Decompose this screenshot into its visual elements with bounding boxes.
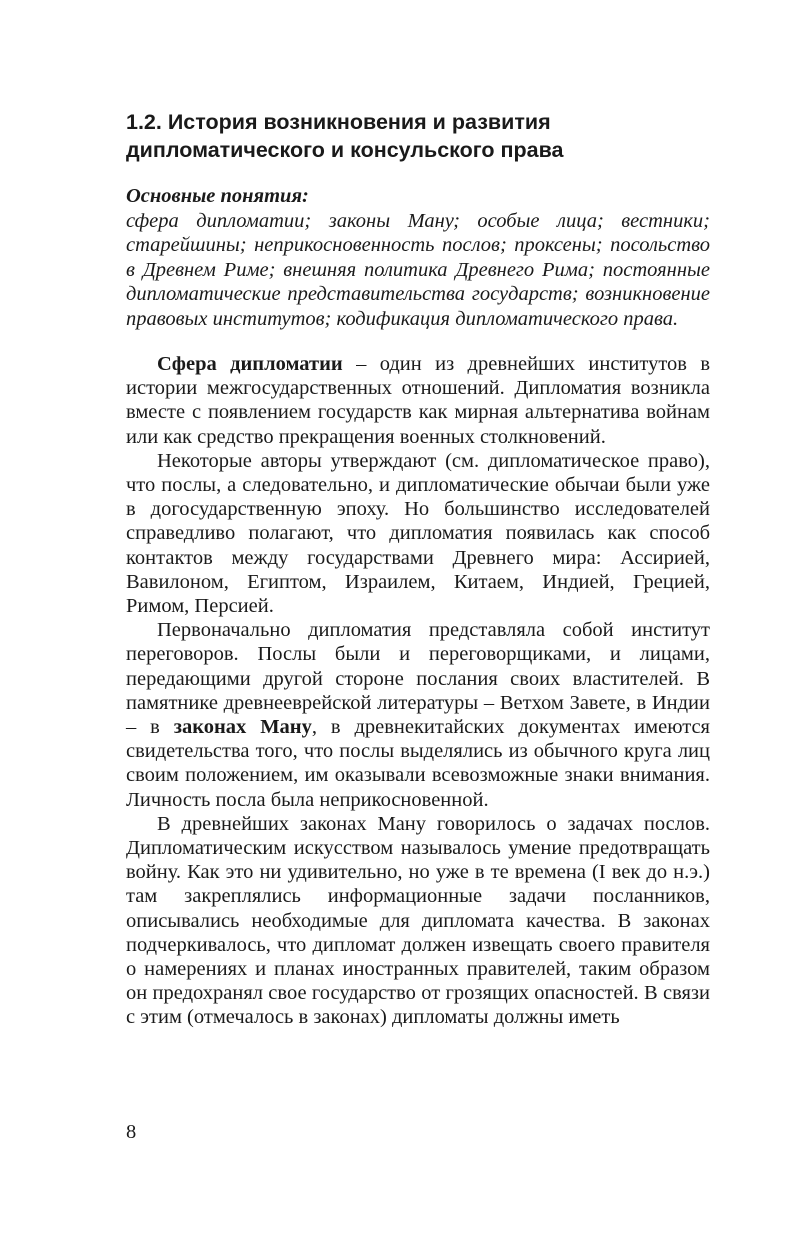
paragraph-3-text-after: , в древнекитайских документах имеются свидетельства того, что послы выделялись из обычного круга лиц своим положением, им оказывали всевозможные знаки внимания. Личность посла была неприкосновенной.: [126, 716, 710, 811]
section-heading-line-1: 1.2. История возникновения и развития: [126, 110, 551, 134]
term-diplomacy-sphere: Сфера дипломатии: [157, 353, 343, 375]
key-concepts-block: [126, 184, 710, 331]
key-concepts-list: сфера дипломатии; законы Ману; особые лица; вестники; старейшины; неприкосновенность послов; проксены; посольство в Древнем Риме; внешняя политика Древнего Рима; постоянные дипломатические представительства государств; возникновение правовых институтов; кодификация дипломатического права.: [126, 209, 710, 330]
key-concepts-title: Основные понятия:: [126, 185, 309, 207]
paragraph-1-text: – один из древнейших институтов в истории межгосударственных отношений. Дипломатия возникла вместе с появлением государств как мирная альтернатива войнам или как средство прекращения военных столкновений.: [126, 353, 710, 448]
section-heading: [126, 108, 710, 164]
paragraph-2: Некоторые авторы утверждают (см. дипломатическое право), что послы, а следовательно, и дипломатические обычаи были уже в догосударственную эпоху. Но большинство исследователей справедливо полагают, что дипломатия появилась как способ контактов между государствами Древнего мира: Ассирией, Вавилоном, Египтом, Израилем, Китаем, Индией, Грецией, Римом, Персией.: [126, 449, 710, 618]
term-laws-of-manu: законах Ману: [173, 716, 312, 739]
paragraph-3-text-before: Первоначально дипломатия представляла собой институт переговоров. Послы были и переговорщиками, и лицами, передающими другой стороне послания своих властителей. В памятнике древнееврейской литературы – Ветхом Завете, в Индии – в: [126, 619, 710, 739]
section-heading-line-2: дипломатического и консульского права: [126, 138, 564, 162]
paragraph-1: [126, 352, 710, 449]
body-text: [126, 352, 710, 1030]
paragraph-4: В древнейших законах Ману говорилось о задачах послов. Дипломатическим искусством называлось умение предотвращать войну. Как это ни удивительно, но уже в те времена (I век до н.э.) там закреплялись информационные задачи посланников, описывались необходимые для дипломата качества. В законах подчеркивалось, что дипломат должен извещать своего правителя о намерениях и планах иностранных правителей, таким образом он предохранял свое государство от грозящих опасностей. В связи с этим (отмечалось в законах) дипломаты должны иметь: [126, 812, 710, 1029]
page-number: 8: [126, 1121, 137, 1143]
paragraph-3: [126, 618, 710, 812]
page-content: [126, 108, 710, 1030]
